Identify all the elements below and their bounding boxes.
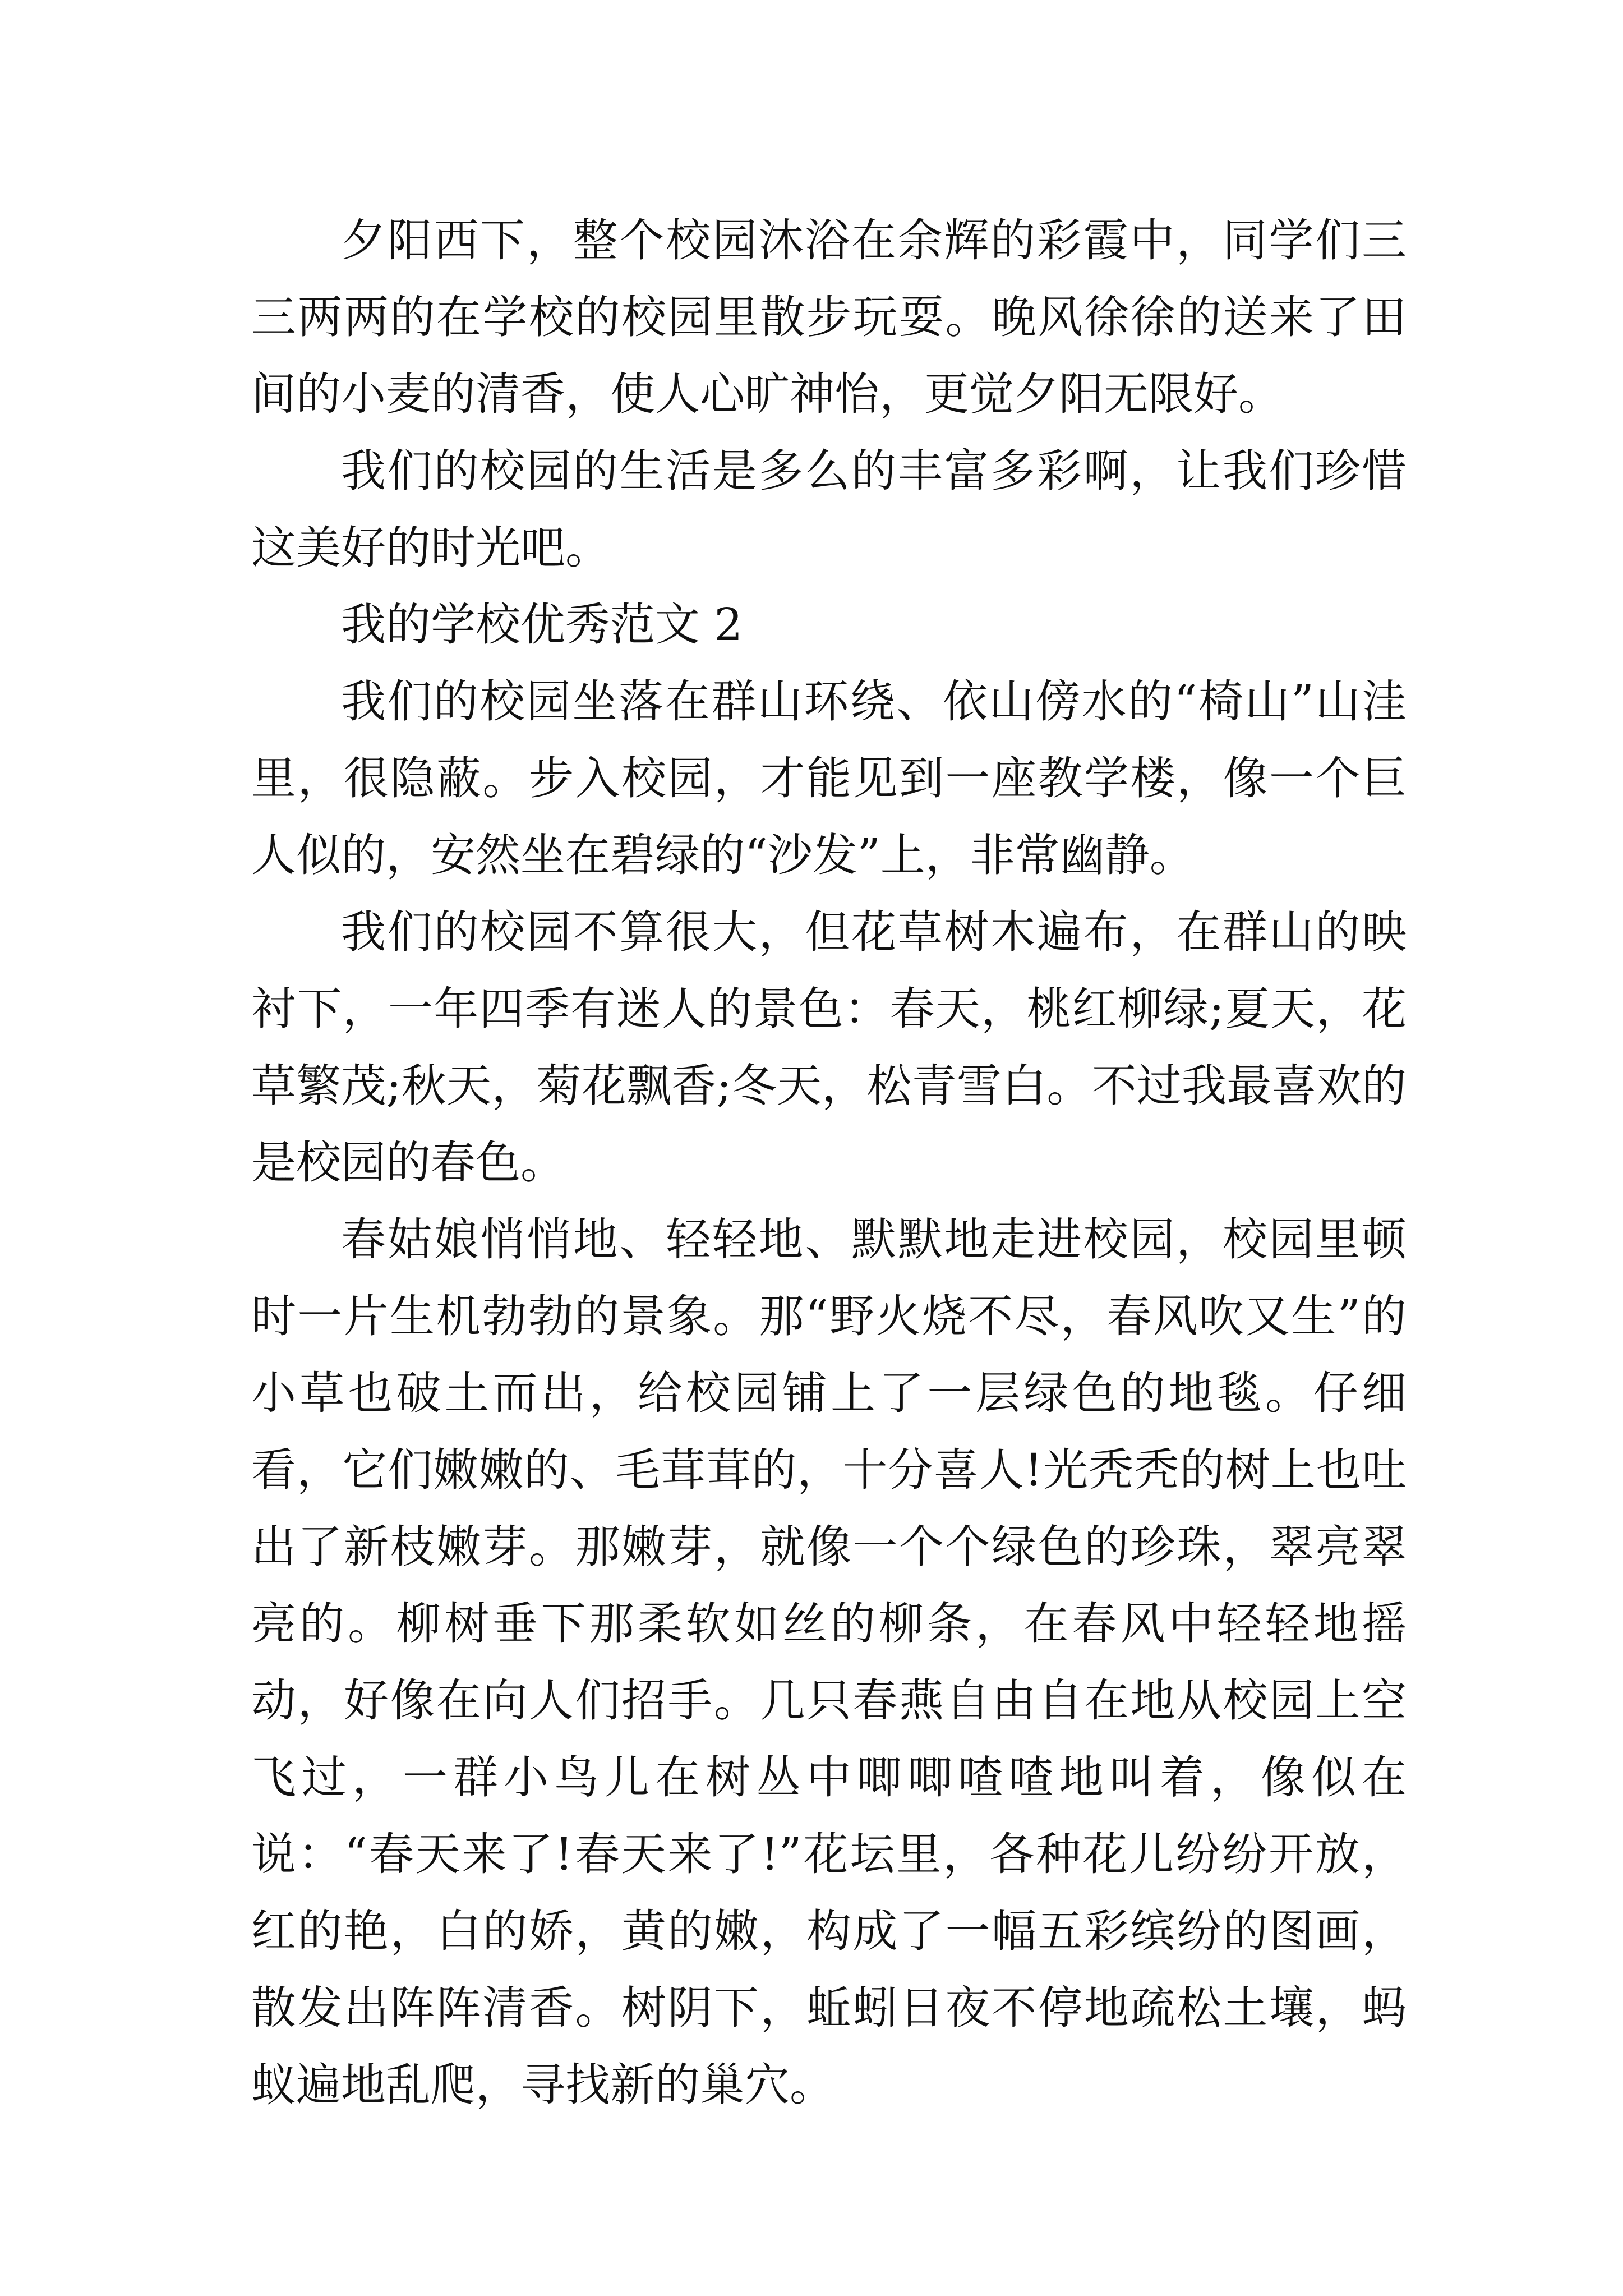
paragraph-sunset: 夕阳西下，整个校园沐浴在余辉的彩霞中，同学们三三两两的在学校的校园里散步玩耍。晚风徐徐的送来了田间的小麦的清香，使人心旷神怡，更觉夕阳无限好。 — [251, 214, 1407, 420]
paragraph-four-seasons: 我们的校园不算很大，但花草树木遍布，在群山的映衬下，一年四季有迷人的景色：春天，桃红柳绿;夏天，花草繁茂;秋天，菊花飘香;冬天，松青雪白。不过我最喜欢的是校园的春色。 — [251, 906, 1407, 1189]
paragraph-campus-location: 我们的校园坐落在群山环绕、依山傍水的“椅山”山洼里，很隐蔽。步入校园，才能见到一座教学楼，像一个巨人似的，安然坐在碧绿的“沙发”上，非常幽静。 — [251, 675, 1407, 881]
section-heading: 我的学校优秀范文 2 — [341, 599, 743, 651]
paragraph-spring-scene: 春姑娘悄悄地、轻轻地、默默地走进校园，校园里顿时一片生机勃勃的景象。那“野火烧不尽，春风吹又生”的小草也破土而出，给校园铺上了一层绿色的地毯。仔细看，它们嫩嫩的、毛茸茸的，十分喜人!光秃秃的树上也吐出了新枝嫩芽。那嫩芽，就像一个个绿色的珍珠，翠亮翠亮的。柳树垂下那柔软如丝的柳条，在春风中轻轻地摇动，好像在向人们招手。几只春燕自由自在地从校园上空飞过，一群小鸟儿在树丛中唧唧喳喳地叫着，像似在说：“春天来了!春天来了!”花坛里，各种花儿纷纷开放，红的艳，白的娇，黄的嫩，构成了一幅五彩缤纷的图画，散发出阵阵清香。树阴下，蚯蚓日夜不停地疏松土壤，蚂蚁遍地乱爬，寻找新的巢穴。 — [251, 1213, 1407, 2111]
document-body — [251, 202, 1407, 2123]
paragraph-cherish-time: 我们的校园的生活是多么的丰富多彩啊，让我们珍惜这美好的时光吧。 — [251, 445, 1407, 574]
